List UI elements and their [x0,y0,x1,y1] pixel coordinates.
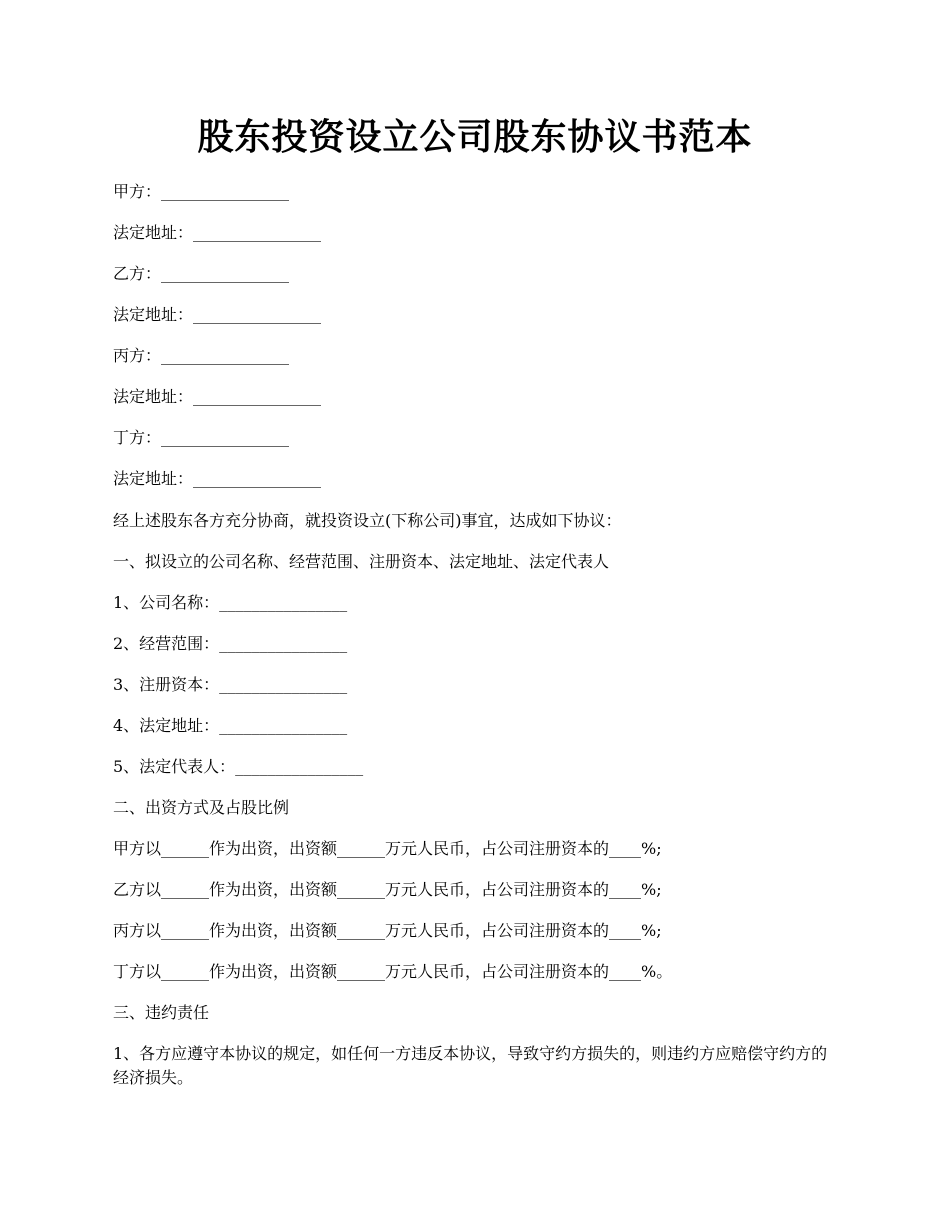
party-a-address-line: 法定地址：________________ [113,223,322,242]
party-d-line: 丁方：________________ [113,428,290,447]
preamble-line: 经上述股东各方充分协商，就投资设立(下称公司)事宜，达成如下协议： [113,511,622,530]
company-name-line: 1、公司名称：________________ [113,593,348,612]
party-c-address-line: 法定地址：________________ [113,387,322,406]
contribution-a-line: 甲方以______作为出资，出资额______万元人民币，占公司注册资本的____%; [113,839,662,858]
contribution-c-line: 丙方以______作为出资，出资额______万元人民币，占公司注册资本的____%; [113,921,662,940]
registered-capital-line: 3、注册资本：________________ [113,675,348,694]
breach-clause-paragraph: 1、各方应遵守本协议的规定，如任何一方违反本协议，导致守约方损失的，则违约方应赔偿守约方的经济损失。 [113,1044,828,1087]
legal-representative-line: 5、法定代表人：________________ [113,757,364,776]
section-3-heading: 三、违约责任 [113,1003,210,1022]
party-a-line: 甲方：________________ [113,182,290,201]
contribution-d-line: 丁方以______作为出资，出资额______万元人民币，占公司注册资本的____%。 [113,962,673,981]
document-title: 股东投资设立公司股东协议书范本 [197,116,753,158]
party-c-line: 丙方：________________ [113,346,290,365]
section-1-heading: 一、拟设立的公司名称、经营范围、注册资本、法定地址、法定代表人 [113,552,610,571]
party-d-address-line: 法定地址：________________ [113,469,322,488]
legal-address-line: 4、法定地址：________________ [113,716,348,735]
contribution-b-line: 乙方以______作为出资，出资额______万元人民币，占公司注册资本的____%; [113,880,662,899]
party-b-address-line: 法定地址：________________ [113,305,322,324]
section-2-heading: 二、出资方式及占股比例 [113,798,290,817]
business-scope-line: 2、经营范围：________________ [113,634,348,653]
party-b-line: 乙方：________________ [113,264,290,283]
